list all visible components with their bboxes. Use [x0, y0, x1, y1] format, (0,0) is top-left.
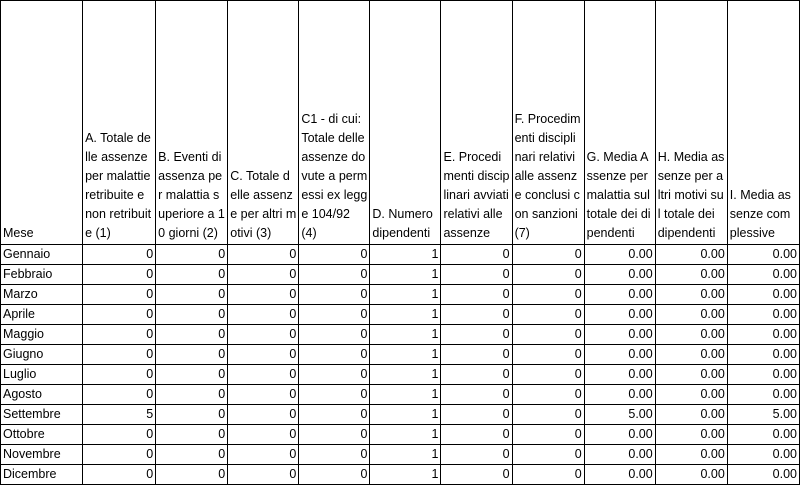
cell-col-c: 0 — [228, 245, 299, 265]
cell-col-g: 0.00 — [584, 345, 655, 365]
cell-col-c1: 0 — [299, 305, 370, 325]
table-row — [1, 425, 800, 445]
cell-col-c: 0 — [228, 405, 299, 425]
cell-col-c: 0 — [228, 365, 299, 385]
cell-col-h: 0.00 — [655, 365, 727, 385]
cell-col-h: 0.00 — [655, 325, 727, 345]
cell-col-e: 0 — [441, 445, 512, 465]
header-col-a: A. Totale delle assenze per malattie retribuite e non retribuite (1) — [83, 1, 156, 245]
cell-col-b: 0 — [156, 345, 228, 365]
header-col-f: F. Procedimenti disciplinari relativi alle assenze conclusi con sanzioni (7) — [512, 1, 584, 245]
cell-col-a: 0 — [83, 265, 156, 285]
cell-col-c1: 0 — [299, 345, 370, 365]
cell-mese: Luglio — [1, 365, 83, 385]
cell-col-c: 0 — [228, 445, 299, 465]
cell-col-d: 1 — [370, 385, 441, 405]
cell-col-c1: 0 — [299, 445, 370, 465]
cell-col-b: 0 — [156, 405, 228, 425]
cell-col-f: 0 — [512, 405, 584, 425]
cell-col-g: 0.00 — [584, 445, 655, 465]
cell-col-g: 0.00 — [584, 465, 655, 485]
table-row — [1, 245, 800, 265]
cell-col-d: 1 — [370, 265, 441, 285]
cell-col-h: 0.00 — [655, 405, 727, 425]
cell-col-f: 0 — [512, 425, 584, 445]
cell-mese: Giugno — [1, 345, 83, 365]
cell-mese: Maggio — [1, 325, 83, 345]
cell-col-a: 0 — [83, 425, 156, 445]
cell-mese: Febbraio — [1, 265, 83, 285]
cell-col-d: 1 — [370, 305, 441, 325]
cell-mese: Novembre — [1, 445, 83, 465]
cell-mese: Settembre — [1, 405, 83, 425]
cell-col-g: 0.00 — [584, 265, 655, 285]
cell-col-f: 0 — [512, 285, 584, 305]
cell-mese: Ottobre — [1, 425, 83, 445]
header-col-e: E. Procedimenti disciplinari avviati relativi alle assenze — [441, 1, 512, 245]
header-col-c: C. Totale delle assenze per altri motivi (3) — [228, 1, 299, 245]
cell-mese: Marzo — [1, 285, 83, 305]
cell-col-e: 0 — [441, 465, 512, 485]
header-row — [1, 1, 800, 245]
cell-col-i: 0.00 — [727, 385, 799, 405]
cell-col-a: 5 — [83, 405, 156, 425]
cell-col-c: 0 — [228, 285, 299, 305]
cell-col-e: 0 — [441, 325, 512, 345]
cell-mese: Agosto — [1, 385, 83, 405]
cell-col-i: 5.00 — [727, 405, 799, 425]
cell-col-i: 0.00 — [727, 325, 799, 345]
cell-col-c1: 0 — [299, 425, 370, 445]
cell-col-c: 0 — [228, 345, 299, 365]
header-col-d: D. Numero dipendenti — [370, 1, 441, 245]
cell-col-g: 5.00 — [584, 405, 655, 425]
cell-col-i: 0.00 — [727, 345, 799, 365]
cell-col-d: 1 — [370, 285, 441, 305]
cell-col-d: 1 — [370, 445, 441, 465]
cell-col-i: 0.00 — [727, 305, 799, 325]
cell-col-g: 0.00 — [584, 245, 655, 265]
cell-col-i: 0.00 — [727, 465, 799, 485]
cell-col-c: 0 — [228, 305, 299, 325]
cell-col-a: 0 — [83, 325, 156, 345]
table-row — [1, 465, 800, 485]
header-col-g: G. Media Assenze per malattia sul totale dei dipendenti — [584, 1, 655, 245]
cell-col-h: 0.00 — [655, 285, 727, 305]
header-col-b: B. Eventi di assenza per malattia superiore a 10 giorni (2) — [156, 1, 228, 245]
cell-col-h: 0.00 — [655, 465, 727, 485]
cell-col-h: 0.00 — [655, 425, 727, 445]
cell-mese: Aprile — [1, 305, 83, 325]
table-row — [1, 445, 800, 465]
cell-col-a: 0 — [83, 345, 156, 365]
cell-col-a: 0 — [83, 365, 156, 385]
cell-col-d: 1 — [370, 325, 441, 345]
cell-col-d: 1 — [370, 465, 441, 485]
cell-col-f: 0 — [512, 445, 584, 465]
cell-col-g: 0.00 — [584, 325, 655, 345]
cell-col-c1: 0 — [299, 325, 370, 345]
cell-col-c1: 0 — [299, 405, 370, 425]
cell-col-e: 0 — [441, 285, 512, 305]
cell-col-i: 0.00 — [727, 365, 799, 385]
cell-col-f: 0 — [512, 385, 584, 405]
cell-col-c: 0 — [228, 465, 299, 485]
cell-col-b: 0 — [156, 425, 228, 445]
table-row — [1, 325, 800, 345]
cell-col-e: 0 — [441, 425, 512, 445]
cell-col-b: 0 — [156, 265, 228, 285]
table-row — [1, 285, 800, 305]
cell-col-c1: 0 — [299, 285, 370, 305]
cell-col-b: 0 — [156, 465, 228, 485]
cell-col-d: 1 — [370, 405, 441, 425]
cell-col-a: 0 — [83, 245, 156, 265]
cell-col-f: 0 — [512, 465, 584, 485]
cell-col-c1: 0 — [299, 245, 370, 265]
table-body — [1, 245, 800, 485]
cell-col-c: 0 — [228, 265, 299, 285]
cell-col-e: 0 — [441, 345, 512, 365]
cell-col-h: 0.00 — [655, 445, 727, 465]
cell-col-a: 0 — [83, 445, 156, 465]
cell-col-a: 0 — [83, 305, 156, 325]
cell-col-e: 0 — [441, 405, 512, 425]
cell-col-i: 0.00 — [727, 445, 799, 465]
cell-col-c1: 0 — [299, 265, 370, 285]
cell-col-h: 0.00 — [655, 245, 727, 265]
cell-col-f: 0 — [512, 365, 584, 385]
cell-col-e: 0 — [441, 305, 512, 325]
cell-col-c1: 0 — [299, 465, 370, 485]
cell-col-g: 0.00 — [584, 385, 655, 405]
cell-col-b: 0 — [156, 445, 228, 465]
cell-col-c: 0 — [228, 385, 299, 405]
cell-col-b: 0 — [156, 245, 228, 265]
table-row — [1, 385, 800, 405]
cell-col-b: 0 — [156, 365, 228, 385]
cell-col-h: 0.00 — [655, 305, 727, 325]
cell-col-i: 0.00 — [727, 285, 799, 305]
cell-col-f: 0 — [512, 345, 584, 365]
cell-col-g: 0.00 — [584, 425, 655, 445]
cell-col-b: 0 — [156, 325, 228, 345]
table-row — [1, 305, 800, 325]
cell-col-e: 0 — [441, 265, 512, 285]
cell-col-c1: 0 — [299, 365, 370, 385]
cell-col-c: 0 — [228, 425, 299, 445]
cell-col-g: 0.00 — [584, 305, 655, 325]
cell-col-h: 0.00 — [655, 265, 727, 285]
table-row — [1, 405, 800, 425]
cell-col-d: 1 — [370, 365, 441, 385]
cell-col-b: 0 — [156, 305, 228, 325]
cell-mese: Dicembre — [1, 465, 83, 485]
cell-col-d: 1 — [370, 245, 441, 265]
cell-col-c: 0 — [228, 325, 299, 345]
cell-col-h: 0.00 — [655, 385, 727, 405]
cell-col-g: 0.00 — [584, 285, 655, 305]
cell-col-a: 0 — [83, 465, 156, 485]
cell-col-i: 0.00 — [727, 245, 799, 265]
header-mese: Mese — [1, 1, 83, 245]
header-col-i: I. Media assenze complessive — [727, 1, 799, 245]
cell-col-d: 1 — [370, 425, 441, 445]
cell-col-e: 0 — [441, 245, 512, 265]
table-row — [1, 265, 800, 285]
cell-col-c1: 0 — [299, 385, 370, 405]
header-col-h: H. Media assenze per altri motivi sul totale dei dipendenti — [655, 1, 727, 245]
table-row — [1, 345, 800, 365]
cell-col-e: 0 — [441, 365, 512, 385]
cell-col-d: 1 — [370, 345, 441, 365]
cell-col-f: 0 — [512, 305, 584, 325]
cell-col-b: 0 — [156, 385, 228, 405]
header-col-c1: C1 - di cui: Totale delle assenze dovute a permessi ex legge 104/92 (4) — [299, 1, 370, 245]
table-row — [1, 365, 800, 385]
cell-col-a: 0 — [83, 285, 156, 305]
cell-col-e: 0 — [441, 385, 512, 405]
cell-col-i: 0.00 — [727, 425, 799, 445]
cell-col-f: 0 — [512, 325, 584, 345]
cell-col-i: 0.00 — [727, 265, 799, 285]
cell-col-f: 0 — [512, 265, 584, 285]
cell-col-b: 0 — [156, 285, 228, 305]
cell-col-f: 0 — [512, 245, 584, 265]
cell-mese: Gennaio — [1, 245, 83, 265]
cell-col-a: 0 — [83, 385, 156, 405]
cell-col-g: 0.00 — [584, 365, 655, 385]
cell-col-h: 0.00 — [655, 345, 727, 365]
